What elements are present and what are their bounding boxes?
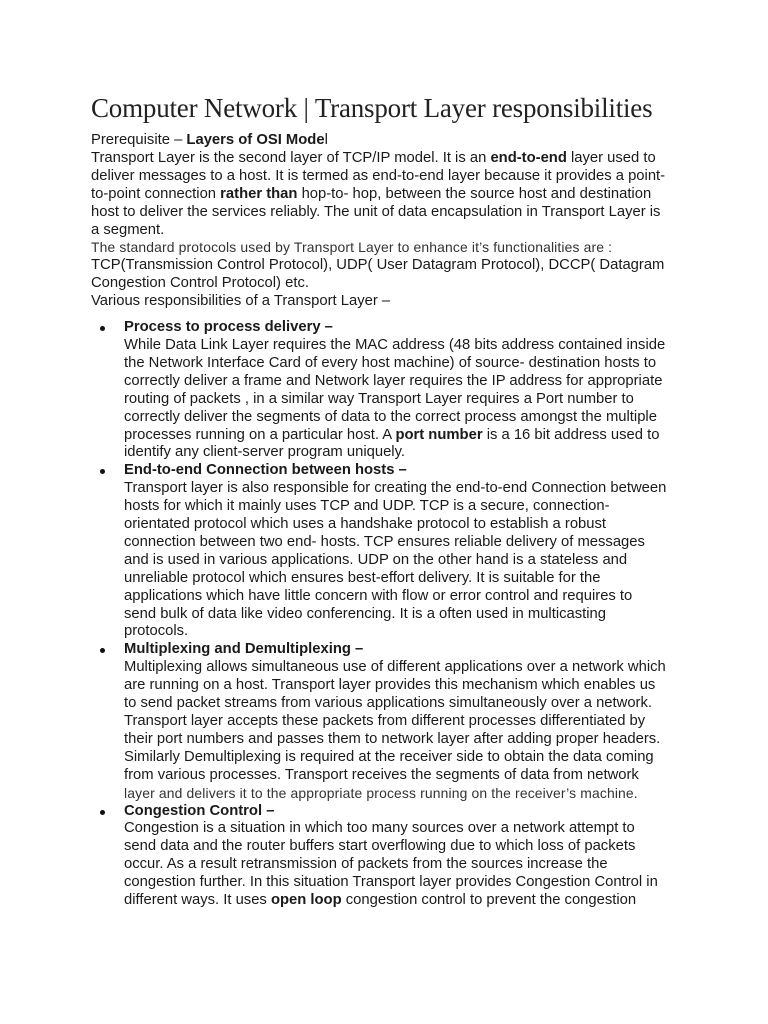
bullet-icon — [100, 326, 105, 331]
list-item-text: hosts for which it mainly uses TCP and UDP. TCP is a secure, connection- — [124, 498, 610, 515]
list-item-text: protocols. — [124, 623, 189, 640]
list-item-text: send bulk of data like video conferencing. It is a often used in multicasting — [124, 605, 607, 622]
list-item-text: layer and delivers it to the appropriate process running on the receiver’s machine. — [124, 784, 638, 801]
list-item-bold-term: port number — [395, 426, 483, 443]
list-item — [91, 803, 708, 910]
list-item — [91, 462, 708, 641]
list-item — [91, 641, 708, 802]
list-item — [91, 319, 708, 462]
list-item-text: to send packet streams from various applications simultaneously over a network. — [124, 695, 652, 712]
list-item-text: congestion further. In this situation Transport layer provides Congestion Control in — [124, 874, 658, 891]
intro-text: hop-to- hop, between the source host and destination — [297, 185, 652, 202]
list-item-text: the Network Interface Card of every host machine) of source- destination hosts to — [124, 354, 657, 371]
list-item-text: orientated protocol which uses a handshake protocol to establish a robust — [124, 516, 607, 533]
list-item-text: correctly deliver the segments of data to the correct process amongst the multiple — [124, 408, 657, 425]
list-item-text: Similarly Demultiplexing is required at the receiver side to obtain the data coming — [124, 748, 654, 765]
intro-text: to-point connection — [91, 185, 221, 202]
prerequisite-line — [91, 132, 708, 150]
list-item-text: and is used in various applications. UDP on the other hand is a stateless and — [124, 551, 628, 568]
intro-text: TCP(Transmission Control Protocol), UDP( User Datagram Protocol), DCCP( Datagram — [91, 257, 665, 274]
list-item-text: their port numbers and passes them to network layer after adding proper headers. — [124, 730, 661, 747]
list-item-text: Multiplexing allows simultaneous use of different applications over a network which — [124, 659, 666, 676]
intro-bold-term: end-to-end — [490, 149, 567, 166]
list-item-heading: End-to-end Connection between hosts – — [124, 462, 407, 479]
intro-text: a segment. — [91, 221, 165, 238]
list-item-text: are running on a host. Transport layer provides this mechanism which enables us — [124, 677, 656, 694]
list-item-text: routing of packets , in a similar way Transport Layer requires a Port number to — [124, 390, 634, 407]
list-item-text: correctly deliver a frame and Network layer requires the IP address for appropriate — [124, 372, 663, 389]
bullet-icon — [100, 810, 105, 815]
list-item-text: While Data Link Layer requires the MAC address (48 bits address contained inside — [124, 336, 666, 353]
list-item-text: identify any client-server program uniquely. — [124, 444, 405, 461]
list-item-text: Transport layer accepts these packets from different processes differentiated by — [124, 713, 646, 729]
list-item-text: processes running on a particular host. A — [124, 426, 396, 443]
prerequisite-label: Prerequisite – — [91, 132, 187, 148]
prerequisite-link-tail[interactable]: l — [324, 132, 328, 148]
list-item-text: different ways. It uses — [124, 892, 271, 909]
list-item-text: occur. As a result retransmission of packets from the sources increase the — [124, 856, 608, 873]
bullet-icon — [100, 648, 105, 653]
list-item-heading: Congestion Control – — [124, 802, 275, 819]
list-item-text: is a 16 bit address used to — [482, 426, 660, 443]
list-item-bold-term: open loop — [270, 892, 342, 909]
prerequisite-link[interactable]: Layers of OSI Mode — [186, 132, 325, 148]
list-item-text: Transport layer is also responsible for creating the end-to-end Connection between — [124, 480, 667, 497]
intro-text: Transport Layer is the second layer of TCP/IP model. It is an — [91, 149, 491, 166]
intro-text: Various responsibilities of a Transport Layer – — [91, 293, 391, 310]
list-item-heading: Multiplexing and Demultiplexing – — [124, 641, 364, 658]
intro-text: layer used to — [566, 149, 656, 166]
intro-paragraph — [91, 150, 708, 311]
list-item-text: applications which have little concern with flow or error control and requires to — [124, 587, 633, 604]
intro-text: Congestion Control Protocol) etc. — [91, 275, 309, 292]
intro-text: host to deliver the services reliably. The unit of data encapsulation in Transport Layer is — [91, 203, 661, 220]
list-item-heading: Process to process delivery – — [124, 319, 333, 336]
list-item-text: Congestion is a situation in which too many sources over a network attempt to — [124, 820, 635, 837]
list-item-text: unreliable protocol which ensures best-effort delivery. It is suitable for the — [124, 569, 601, 586]
page-title: Computer Network | Transport Layer responsibilities — [91, 93, 653, 123]
list-item-text: congestion control to prevent the congestion — [341, 892, 637, 909]
intro-text: deliver messages to a host. It is termed as end-to-end layer because it provides a point- — [91, 167, 666, 184]
responsibilities-list — [91, 319, 708, 910]
list-item-text: connection between two end- hosts. TCP ensures reliable delivery of messages — [124, 533, 645, 550]
intro-text: The standard protocols used by Transport Layer to enhance it’s functionalities are : — [91, 239, 613, 256]
list-item-text: from various processes. Transport receives the segments of data from network — [124, 766, 639, 783]
intro-bold-term: rather than — [220, 185, 298, 202]
bullet-icon — [100, 469, 105, 474]
list-item-text: send data and the router buffers start overflowing due to which loss of packets — [124, 838, 636, 855]
